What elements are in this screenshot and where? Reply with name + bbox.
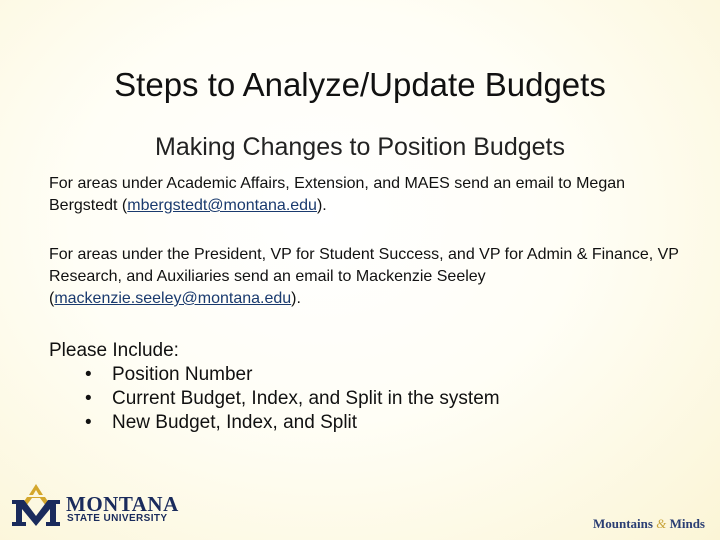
include-list — [49, 363, 500, 435]
email-link-mseeley[interactable]: mackenzie.seeley@montana.edu — [54, 290, 292, 307]
paragraph-text: For areas under Academic Affairs, Extension, and MAES send an email to Megan Bergstedt ( — [49, 175, 626, 214]
logo-text-state-university: STATE UNIVERSITY — [67, 513, 168, 524]
paragraph-academic-affairs — [49, 173, 679, 217]
list-item — [85, 411, 500, 435]
bullet-icon: • — [85, 364, 92, 385]
paragraph-president-vp — [49, 244, 679, 310]
bullet-icon: • — [85, 412, 92, 433]
tagline — [593, 516, 705, 532]
list-item-text: New Budget, Index, and Split — [112, 412, 358, 433]
tagline-mountains: Mountains — [593, 516, 653, 531]
msu-m-mountain-icon — [10, 482, 62, 528]
list-item — [85, 363, 500, 387]
slide-subtitle: Making Changes to Position Budgets — [155, 133, 565, 161]
include-heading: Please Include: — [49, 340, 179, 361]
list-item — [85, 387, 500, 411]
list-item-text: Position Number — [112, 364, 253, 385]
bullet-icon: • — [85, 388, 92, 409]
msu-logo — [10, 482, 200, 528]
paragraph-text: For areas under the President, VP for Student Success, and VP for Admin & Finance, VP Research, and Auxiliaries send an email to Mackenzie Seeley ( — [49, 246, 679, 307]
email-link-mbergstedt[interactable]: mbergstedt@montana.edu — [127, 197, 317, 214]
paragraph-text: ). — [291, 290, 301, 307]
tagline-minds: Minds — [669, 516, 705, 531]
tagline-ampersand: & — [656, 516, 667, 531]
include-section — [49, 339, 500, 435]
list-item-text: Current Budget, Index, and Split in the system — [112, 388, 500, 409]
logo-text-montana: MONTANA — [66, 492, 179, 516]
slide-title: Steps to Analyze/Update Budgets — [114, 66, 606, 103]
paragraph-text: ). — [316, 197, 327, 214]
